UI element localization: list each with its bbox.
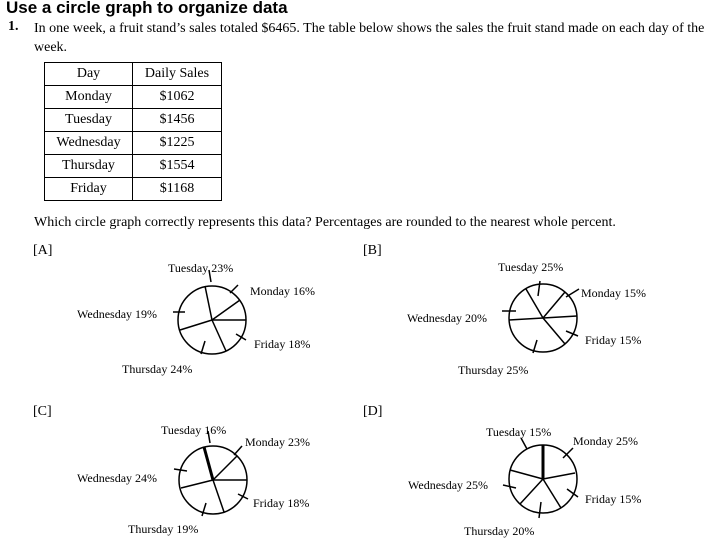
slice-divider — [526, 289, 543, 318]
slice-label-tuesday: Tuesday 15% — [486, 425, 552, 439]
table-cell-day: Friday — [45, 178, 133, 201]
slice-label-monday: Monday 23% — [245, 435, 310, 449]
slice-label-friday: Friday 15% — [585, 333, 642, 347]
leader-line — [566, 289, 579, 297]
table-cell-sales: $1456 — [133, 109, 222, 132]
slice-label-tuesday: Tuesday 25% — [498, 260, 564, 274]
slice-label-thursday: Thursday 24% — [122, 362, 193, 376]
slice-divider — [509, 318, 543, 320]
slice-divider — [212, 300, 240, 320]
slice-divider — [181, 480, 213, 488]
table-cell-day: Tuesday — [45, 109, 133, 132]
slice-label-monday: Monday 25% — [573, 434, 638, 448]
slice-divider — [213, 480, 224, 512]
slice-label-thursday: Thursday 25% — [458, 363, 529, 377]
leader-line — [538, 281, 540, 296]
leader-line — [202, 503, 206, 516]
slice-label-wednesday: Wednesday 24% — [77, 471, 158, 485]
option-d-letter[interactable]: [D] — [363, 404, 383, 419]
slice-divider — [520, 479, 543, 504]
slice-divider — [543, 479, 561, 508]
option-c-letter[interactable]: [C] — [33, 404, 52, 419]
table-cell-sales: $1225 — [133, 132, 222, 155]
leader-line — [174, 469, 187, 471]
slice-divider — [510, 470, 543, 479]
slice-label-friday: Friday 18% — [254, 337, 311, 351]
slice-label-wednesday: Wednesday 25% — [408, 478, 489, 492]
slice-label-friday: Friday 15% — [585, 492, 642, 506]
leader-line — [230, 285, 238, 293]
option-a-letter[interactable]: [A] — [33, 243, 53, 258]
slice-label-thursday: Thursday 19% — [128, 522, 199, 536]
leader-line — [539, 502, 541, 518]
slice-label-tuesday: Tuesday 16% — [161, 423, 227, 437]
slice-divider — [543, 316, 577, 318]
slice-label-wednesday: Wednesday 19% — [77, 307, 158, 321]
table-header-sales: Daily Sales — [133, 63, 222, 86]
slice-divider — [204, 447, 213, 480]
table-cell-sales: $1062 — [133, 86, 222, 109]
table-cell-day: Thursday — [45, 155, 133, 178]
worksheet-heading: Use a circle graph to organize data — [6, 0, 288, 17]
leader-line — [521, 438, 527, 449]
slice-label-thursday: Thursday 20% — [464, 524, 535, 538]
table-cell-sales: $1168 — [133, 178, 222, 201]
slice-divider — [212, 320, 226, 351]
slice-label-friday: Friday 18% — [253, 496, 310, 510]
slice-label-tuesday: Tuesday 23% — [168, 261, 234, 275]
option-b-letter[interactable]: [B] — [363, 243, 382, 258]
question-text: Which circle graph correctly represents this data? Percentages are rounded to the nearest whole percent. — [34, 215, 616, 230]
problem-prompt: In one week, a fruit stand’s sales totaled $6465. The table below shows the sales the fruit stand made on each day of the week. — [34, 21, 705, 55]
slice-divider — [213, 456, 237, 480]
table-cell-day: Monday — [45, 86, 133, 109]
table-cell-day: Wednesday — [45, 132, 133, 155]
question-number: 1. — [8, 19, 19, 34]
slice-divider — [543, 473, 575, 479]
table-header-day: Day — [45, 63, 133, 86]
table-cell-sales: $1554 — [133, 155, 222, 178]
slice-label-monday: Monday 16% — [250, 284, 315, 298]
slice-label-wednesday: Wednesday 20% — [407, 311, 488, 325]
slice-divider — [180, 320, 212, 330]
leader-line — [234, 446, 242, 455]
slice-divider — [543, 318, 565, 344]
slice-divider — [205, 286, 212, 320]
slice-label-monday: Monday 15% — [581, 286, 646, 300]
slice-divider — [543, 292, 565, 318]
